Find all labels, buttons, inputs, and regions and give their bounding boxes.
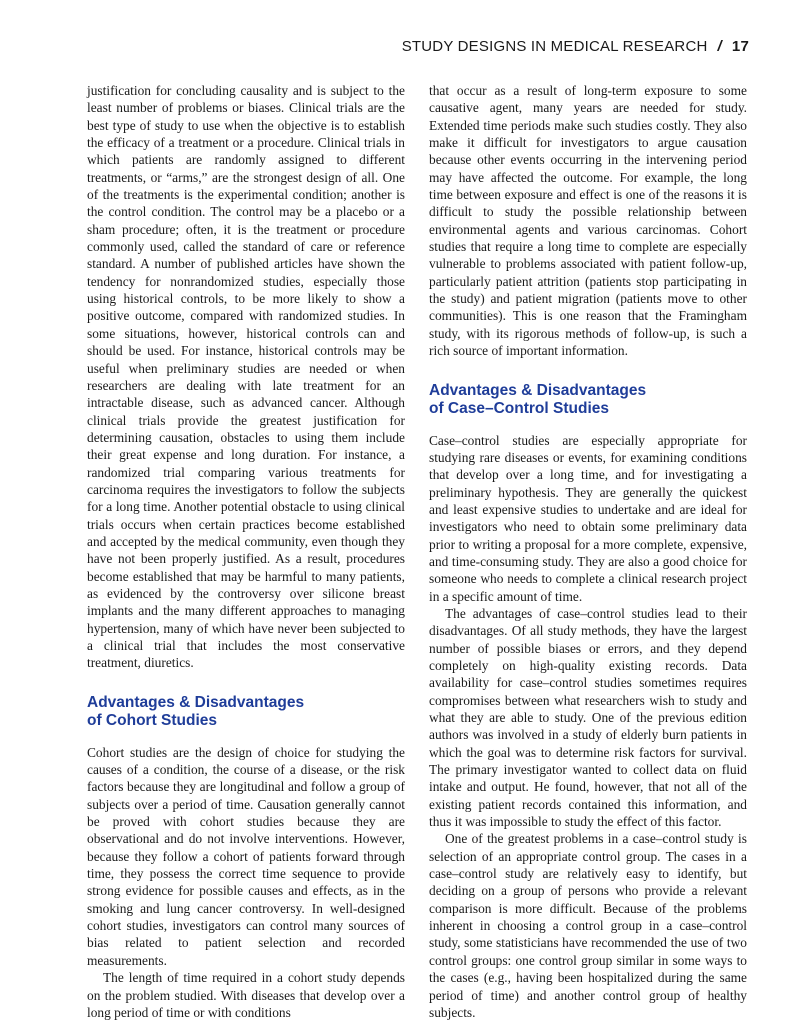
heading-line-1: Advantages & Disadvantages: [429, 381, 647, 399]
page-number: 17: [731, 38, 749, 55]
heading-line-2: of Case–Control Studies: [429, 399, 609, 417]
paragraph-case-control-disadvantages: The advantages of case–control studies lead to their disadvantages. Of all study methods, they have the largest number of possible biases or errors, and they depend completely on high-quality existing records. Data availability for case–control studies sometimes requires compromises between what researchers wish to study and what they are able to study. One of the previous edition authors was involved in a study of elderly burn patients in which the goal was to determine risk factors for survival. The primary investigator wanted to collect data on fluid intake and output. He found, however, that not all of the existing patient records contained this information, and thus it was impossible to study the effect of this factor.: [429, 605, 747, 830]
chapter-title: STUDY DESIGNS IN MEDICAL RESEARCH: [401, 38, 708, 55]
paragraph-control-group: One of the greatest problems in a case–control study is selection of an appropriate control group. The cases in a case–control study are relatively easy to identify, but deciding on a group of persons who provide a relevant comparison is more difficult. Because of the problems inherent in choosing a control group in a case–control study, some statisticians have recommended the use of two control groups: one control group similar in some ways to the cases (e.g., having been hospitalized during the same period of time) and another control group of healthy subjects.: [429, 831, 747, 1020]
running-header: [402, 38, 749, 55]
header-separator: /: [717, 38, 722, 55]
left-column: [87, 82, 405, 1021]
paragraph-cohort-length: The length of time required in a cohort study depends on the problem studied. With diseases that develop over a long period of time or with conditions: [87, 970, 405, 1020]
heading-case-control-studies: [429, 382, 747, 418]
paragraph-cohort-intro: Cohort studies are the design of choice for studying the causes of a condition, the course of a disease, or the risk factors because they are longitudinal and follow a group of subjects over a period of time. Causation generally cannot be proved with cohort studies because they are observational and do not involve interventions. However, because they follow a cohort of patients forward through time, they possess the correct time sequence to provide strong evidence for possible causes and effects, as in the smoking and lung cancer controversy. In well-designed cohort studies, investigators can control many sources of bias related to patient selection and recorded measurements.: [87, 744, 405, 968]
paragraph-clinical-trials: justification for concluding causality and is subject to the least number of problems or biases. Clinical trials are the best type of study to use when the objective is to establish the efficacy of a treatment or a procedure. Clinical trials in which patients are randomly assigned to different treatments, or “arms,” are the strongest design of all. One of the treatments is the experimental condition; another is the control condition. The control may be a placebo or a sham procedure; often, it is the treatment or procedure commonly used, called the standard of care or reference standard. A number of published articles have shown the tendency for nonrandomized studies, especially those using historical controls, to be more likely to show a positive outcome, compared with randomized studies. In some situations, however, historical controls can and should be used. For instance, historical controls may be useful when preliminary studies are needed or when researchers are dealing with late treatment for an intractable disease, such as advanced cancer. Although clinical trials provide the greatest justification for determining causation, obstacles to using them include their great expense and long duration. For instance, a randomized trial comparing various treatments for carcinoma requires the investigators to follow the subjects for a long time. Another potential obstacle to using clinical trials occurs when certain practices become established and accepted by the medical community, even though they have not been properly justified. As a result, procedures become established that may be harmful to many patients, as evidenced by the controversy over silicone breast implants and the many different approaches to managing hypertension, many of which have never been subjected to a clinical trial that includes the most conservative treatment, diuretics.: [87, 83, 405, 671]
right-column: [429, 82, 747, 1021]
heading-line-2: of Cohort Studies: [87, 711, 218, 729]
paragraph-case-control-intro: Case–control studies are especially appropriate for studying rare diseases or events, for examining conditions that develop over a long time, and for investigating a preliminary hypothesis. They are generally the quickest and least expensive studies to undertake and are ideal for investigators who need to obtain some preliminary data prior to writing a proposal for a more complete, expensive, and time-consuming study. They are also a good choice for someone who needs to complete a clinical research project in a specific amount of time.: [429, 432, 747, 604]
heading-line-1: Advantages & Disadvantages: [87, 693, 305, 711]
paragraph-cohort-continued: that occur as a result of long-term exposure to some causative agent, many years are needed for study. Extended time periods make such studies costly. They also make it difficult for investigators to argue causation because other events occurring in the intervening period may have affected the outcome. For example, the long time between exposure and effect is one of the reasons it is difficult to study the possible relationship between environmental agents and various carcinomas. Cohort studies that require a long time to complete are especially vulnerable to problems associated with patient follow-up, particularly patient attrition (patients stop participating in the study) and patient migration (patients move to other communities). This is one reason that the Framingham study, with its rigorous methods of follow-up, is such a rich source of important information.: [429, 83, 747, 359]
heading-cohort-studies: [87, 694, 405, 730]
